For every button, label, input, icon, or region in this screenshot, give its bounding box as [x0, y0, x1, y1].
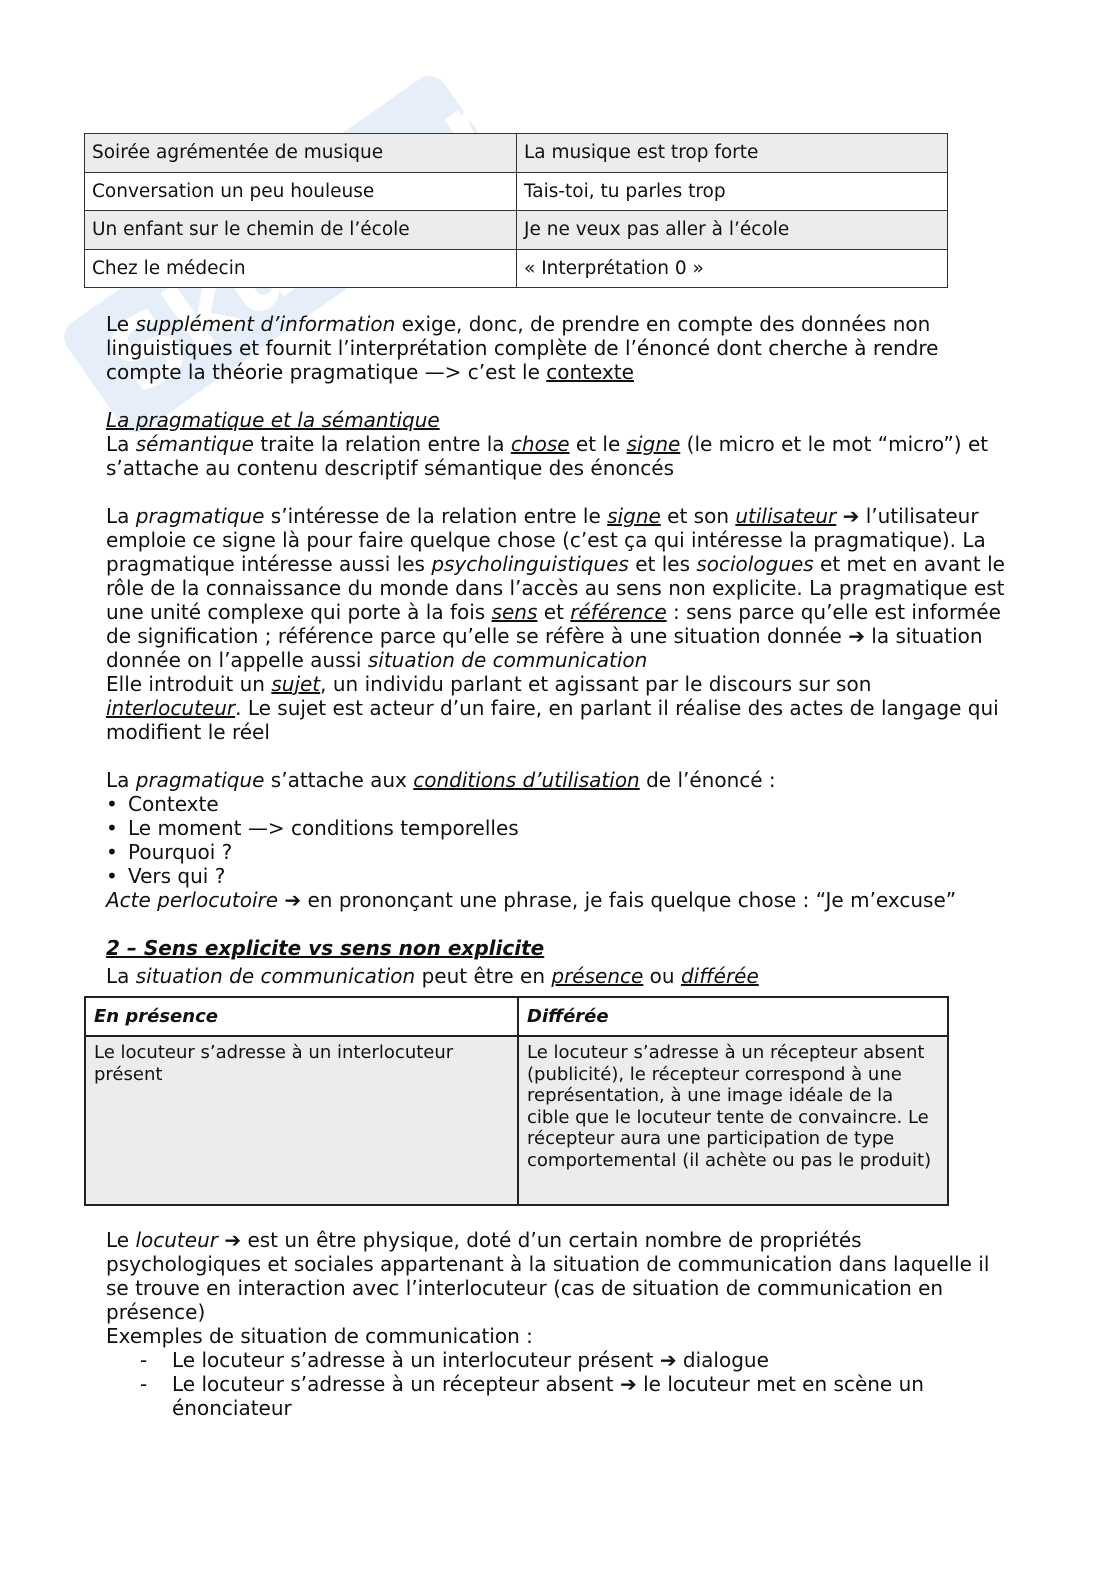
paragraph-sujet: Elle introduit un sujet, un individu parlant et agissant par le discours sur son interlocuteur. Le sujet est acteur d’un faire, en parlant il réalise des actes de langage qui modifient le réel	[106, 672, 999, 744]
situation-table	[84, 996, 949, 1206]
table-cell: Tais-toi, tu parles trop	[517, 172, 948, 211]
examples-list	[0, 1348, 1006, 1420]
table-row	[85, 1036, 948, 1205]
table-row	[85, 134, 948, 173]
paragraph-pragmatique: La pragmatique s’intéresse de la relation entre le signe et son utilisateur ➔ l’utilisateur emploie ce signe là pour faire quelque chose (c’est ça qui intéresse la pragmatique). La pragmatique intéresse aussi les psycholinguistiques et les sociologues et met en avant le rôle de la connaissance du monde dans l’accès au sens non explicite. La pragmatique est une unité complexe qui porte à la fois sens et référence : sens parce qu’elle est informée de signification ; référence parce qu’elle se réfère à une situation donnée ➔ la situation donnée on l’appelle aussi situation de communication	[106, 504, 1005, 672]
examples-table	[84, 133, 948, 288]
table-cell: Conversation un peu houleuse	[85, 172, 517, 211]
table-cell: Chez le médecin	[85, 249, 517, 288]
text-block-upper	[106, 312, 1006, 988]
list-item: • Le moment —> conditions temporelles	[106, 816, 1006, 840]
paragraph-semantique: La sémantique traite la relation entre la chose et le signe (le micro et le mot “micro”) et s’attache au contenu descriptif sémantique des énoncés	[106, 432, 989, 480]
table-row	[85, 249, 948, 288]
text-block-lower	[106, 1228, 1006, 1420]
examples-title: Exemples de situation de communication :	[106, 1324, 533, 1348]
table-cell: Un enfant sur le chemin de l’école	[85, 211, 517, 250]
table-row	[85, 172, 948, 211]
list-item: - Le locuteur s’adresse à un interlocuteur présent ➔ dialogue	[106, 1348, 1006, 1372]
paragraph-situation: La situation de communication peut être en présence ou différée	[106, 964, 759, 988]
conditions-list	[106, 792, 1006, 888]
section-heading-2: 2 – Sens explicite vs sens non explicite	[106, 936, 545, 960]
table-header: Différée	[518, 997, 948, 1036]
table-header-row	[85, 997, 948, 1036]
paragraph-supplement: Le supplément d’information exige, donc, de prendre en compte des données non linguistiques et fournit l’interprétation complète de l’énoncé dont cherche à rendre compte la théorie pragmatique —> c’est le contexte	[106, 312, 939, 384]
list-item: • Contexte	[106, 792, 1006, 816]
paragraph-acte: Acte perlocutoire ➔ en prononçant une phrase, je fais quelque chose : “Je m’excuse”	[106, 888, 957, 912]
section-title: La pragmatique et la sémantique	[106, 408, 440, 432]
table-header: En présence	[85, 997, 518, 1036]
paragraph-locuteur: Le locuteur ➔ est un être physique, doté d’un certain nombre de propriétés psychologiques et sociales appartenant à la situation de communication dans laquelle il se trouve en interaction avec l’interlocuteur (cas de situation de communication en présence)	[106, 1228, 990, 1324]
table-cell: Le locuteur s’adresse à un interlocuteur présent	[85, 1036, 518, 1205]
table-cell: Je ne veux pas aller à l’école	[517, 211, 948, 250]
table-row	[85, 211, 948, 250]
list-item: - Le locuteur s’adresse à un récepteur absent ➔ le locuteur met en scène un énonciateur	[106, 1372, 1006, 1420]
paragraph-conditions: La pragmatique s’attache aux conditions d’utilisation de l’énoncé :	[106, 768, 776, 792]
table-cell: La musique est trop forte	[517, 134, 948, 173]
table-cell: Soirée agrémentée de musique	[85, 134, 517, 173]
list-item: • Vers qui ?	[106, 864, 1006, 888]
table-cell: « Interprétation 0 »	[517, 249, 948, 288]
table-cell: Le locuteur s’adresse à un récepteur absent (publicité), le récepteur correspond à une représentation, à une image idéale de la cible que le locuteur tente de convaincre. Le récepteur aura une participation de type comportemental (il achète ou pas le produit)	[518, 1036, 948, 1205]
list-item: • Pourquoi ?	[106, 840, 1006, 864]
